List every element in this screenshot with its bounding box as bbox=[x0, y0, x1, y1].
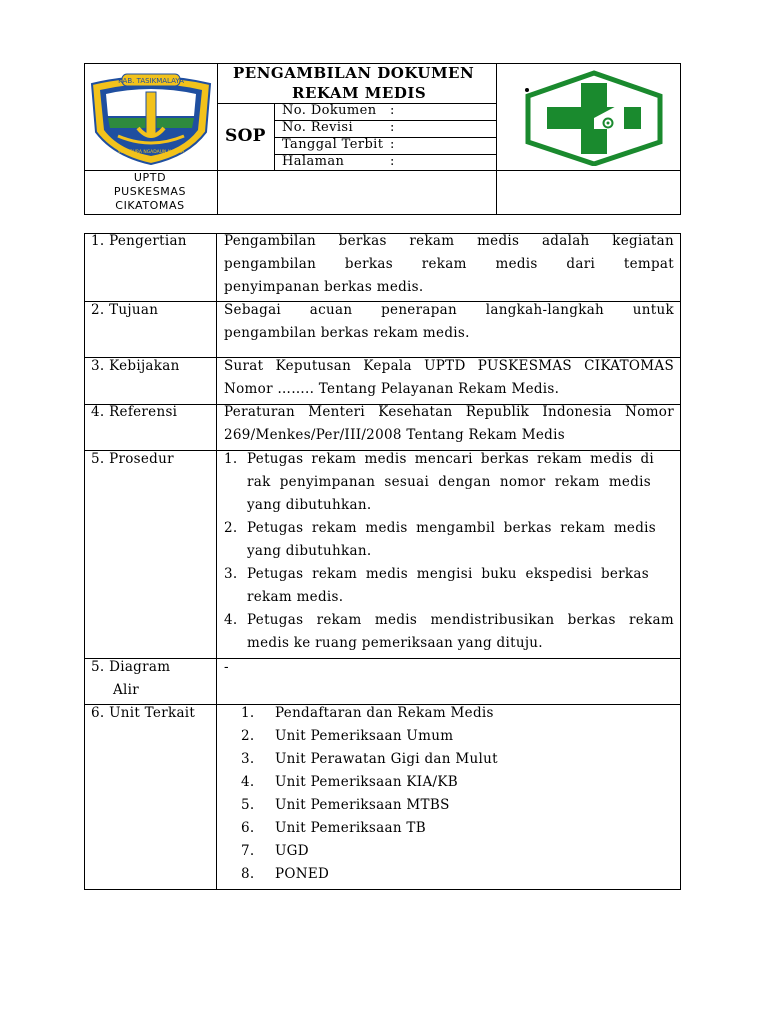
unit-item: Unit Pemeriksaan Umum bbox=[275, 728, 454, 744]
prosedur-step-line: Petugas rekam medis mencari berkas rekam medis di bbox=[247, 451, 654, 467]
meta-tanggal-terbit-label: Tanggal Terbit bbox=[282, 137, 384, 152]
crest-bottom-text: SUKAPURA NGADAUN NGORA bbox=[117, 150, 185, 155]
prosedur-step-line: yang dibutuhkan. bbox=[247, 497, 372, 513]
meta-no-revisi-sep: : bbox=[390, 120, 395, 135]
sop-label: SOP bbox=[225, 126, 266, 146]
unit-item-number: 8. bbox=[241, 866, 255, 882]
prosedur-step-line: Petugas rekam medis mengambil berkas rekam medis bbox=[247, 520, 656, 536]
prosedur-label: 5. Prosedur bbox=[91, 451, 174, 467]
unit-item: Unit Pemeriksaan TB bbox=[275, 820, 426, 836]
diagram-value: - bbox=[224, 659, 229, 675]
unit-item-number: 5. bbox=[241, 797, 255, 813]
prosedur-step-number: 2. bbox=[224, 520, 238, 536]
org-line1: UPTD bbox=[133, 171, 167, 184]
unit-label: 6. Unit Terkait bbox=[91, 705, 196, 721]
unit-item: Unit Pemeriksaan KIA/KB bbox=[275, 774, 458, 790]
unit-item: Pendaftaran dan Rekam Medis bbox=[275, 705, 494, 721]
unit-item: UGD bbox=[275, 843, 309, 859]
pengertian-line: pengambilan berkas rekam medis dari tempat bbox=[224, 256, 674, 272]
meta-halaman-sep: : bbox=[390, 154, 395, 169]
prosedur-step-number: 3. bbox=[224, 566, 238, 582]
crest-top-text: KAB. TASIKMALAYA bbox=[118, 77, 184, 85]
puskesmas-logo bbox=[520, 70, 668, 166]
pengertian-line: Pengambilan berkas rekam medis adalah kegiatan bbox=[224, 233, 674, 249]
meta-no-revisi-label: No. Revisi bbox=[282, 120, 354, 135]
kebijakan-line: Nomor …….. Tentang Pelayanan Rekam Medis. bbox=[224, 381, 560, 397]
tujuan-line: Sebagai acuan penerapan langkah-langkah untuk bbox=[224, 302, 674, 318]
unit-item-number: 1. bbox=[241, 705, 255, 721]
unit-item-number: 6. bbox=[241, 820, 255, 836]
document-title-line2: REKAM MEDIS bbox=[292, 84, 427, 102]
meta-tanggal-terbit-sep: : bbox=[390, 137, 395, 152]
kebijakan-label: 3. Kebijakan bbox=[91, 358, 180, 374]
org-line2: PUSKESMAS bbox=[113, 185, 187, 198]
prosedur-step-line: Petugas rekam medis mengisi buku ekspedisi berkas bbox=[247, 566, 649, 582]
meta-no-dokumen-sep: : bbox=[390, 103, 395, 118]
prosedur-step-line: Petugas rekam medis mendistribusikan berkas rekam bbox=[247, 612, 674, 628]
referensi-line: Peraturan Menteri Kesehatan Republik Indonesia Nomor bbox=[224, 404, 674, 420]
prosedur-step-line: rak penyimpanan sesuai dengan nomor rekam medis bbox=[247, 474, 651, 490]
diagram-label-cont: Alir bbox=[113, 682, 140, 698]
tujuan-line: pengambilan berkas rekam medis. bbox=[224, 325, 470, 341]
prosedur-step-line: medis ke ruang pemeriksaan yang dituju. bbox=[247, 635, 543, 651]
pengertian-label: 1. Pengertian bbox=[91, 233, 187, 249]
meta-halaman-label: Halaman bbox=[282, 154, 345, 169]
unit-item-number: 4. bbox=[241, 774, 255, 790]
kebijakan-line: Surat Keputusan Kepala UPTD PUSKESMAS CIKATOMAS bbox=[224, 358, 674, 374]
unit-item-number: 3. bbox=[241, 751, 255, 767]
referensi-label: 4. Referensi bbox=[91, 404, 178, 420]
kabupaten-crest-logo bbox=[88, 70, 214, 166]
org-line3: CIKATOMAS bbox=[115, 199, 185, 212]
diagram-label: 5. Diagram bbox=[91, 659, 171, 675]
document-title-line1: PENGAMBILAN DOKUMEN bbox=[233, 64, 475, 82]
unit-item: Unit Pemeriksaan MTBS bbox=[275, 797, 450, 813]
prosedur-step-number: 1. bbox=[224, 451, 238, 467]
prosedur-step-line: rekam medis. bbox=[247, 589, 344, 605]
pengertian-line: penyimpanan berkas medis. bbox=[224, 279, 424, 295]
unit-item: PONED bbox=[275, 866, 330, 882]
unit-item-number: 2. bbox=[241, 728, 255, 744]
tujuan-label: 2. Tujuan bbox=[91, 302, 159, 318]
unit-item-number: 7. bbox=[241, 843, 255, 859]
referensi-line: 269/Menkes/Per/III/2008 Tentang Rekam Medis bbox=[224, 427, 565, 443]
meta-no-dokumen-label: No. Dokumen bbox=[282, 103, 377, 118]
unit-item: Unit Perawatan Gigi dan Mulut bbox=[275, 751, 498, 767]
prosedur-step-number: 4. bbox=[224, 612, 238, 628]
prosedur-step-line: yang dibutuhkan. bbox=[247, 543, 372, 559]
